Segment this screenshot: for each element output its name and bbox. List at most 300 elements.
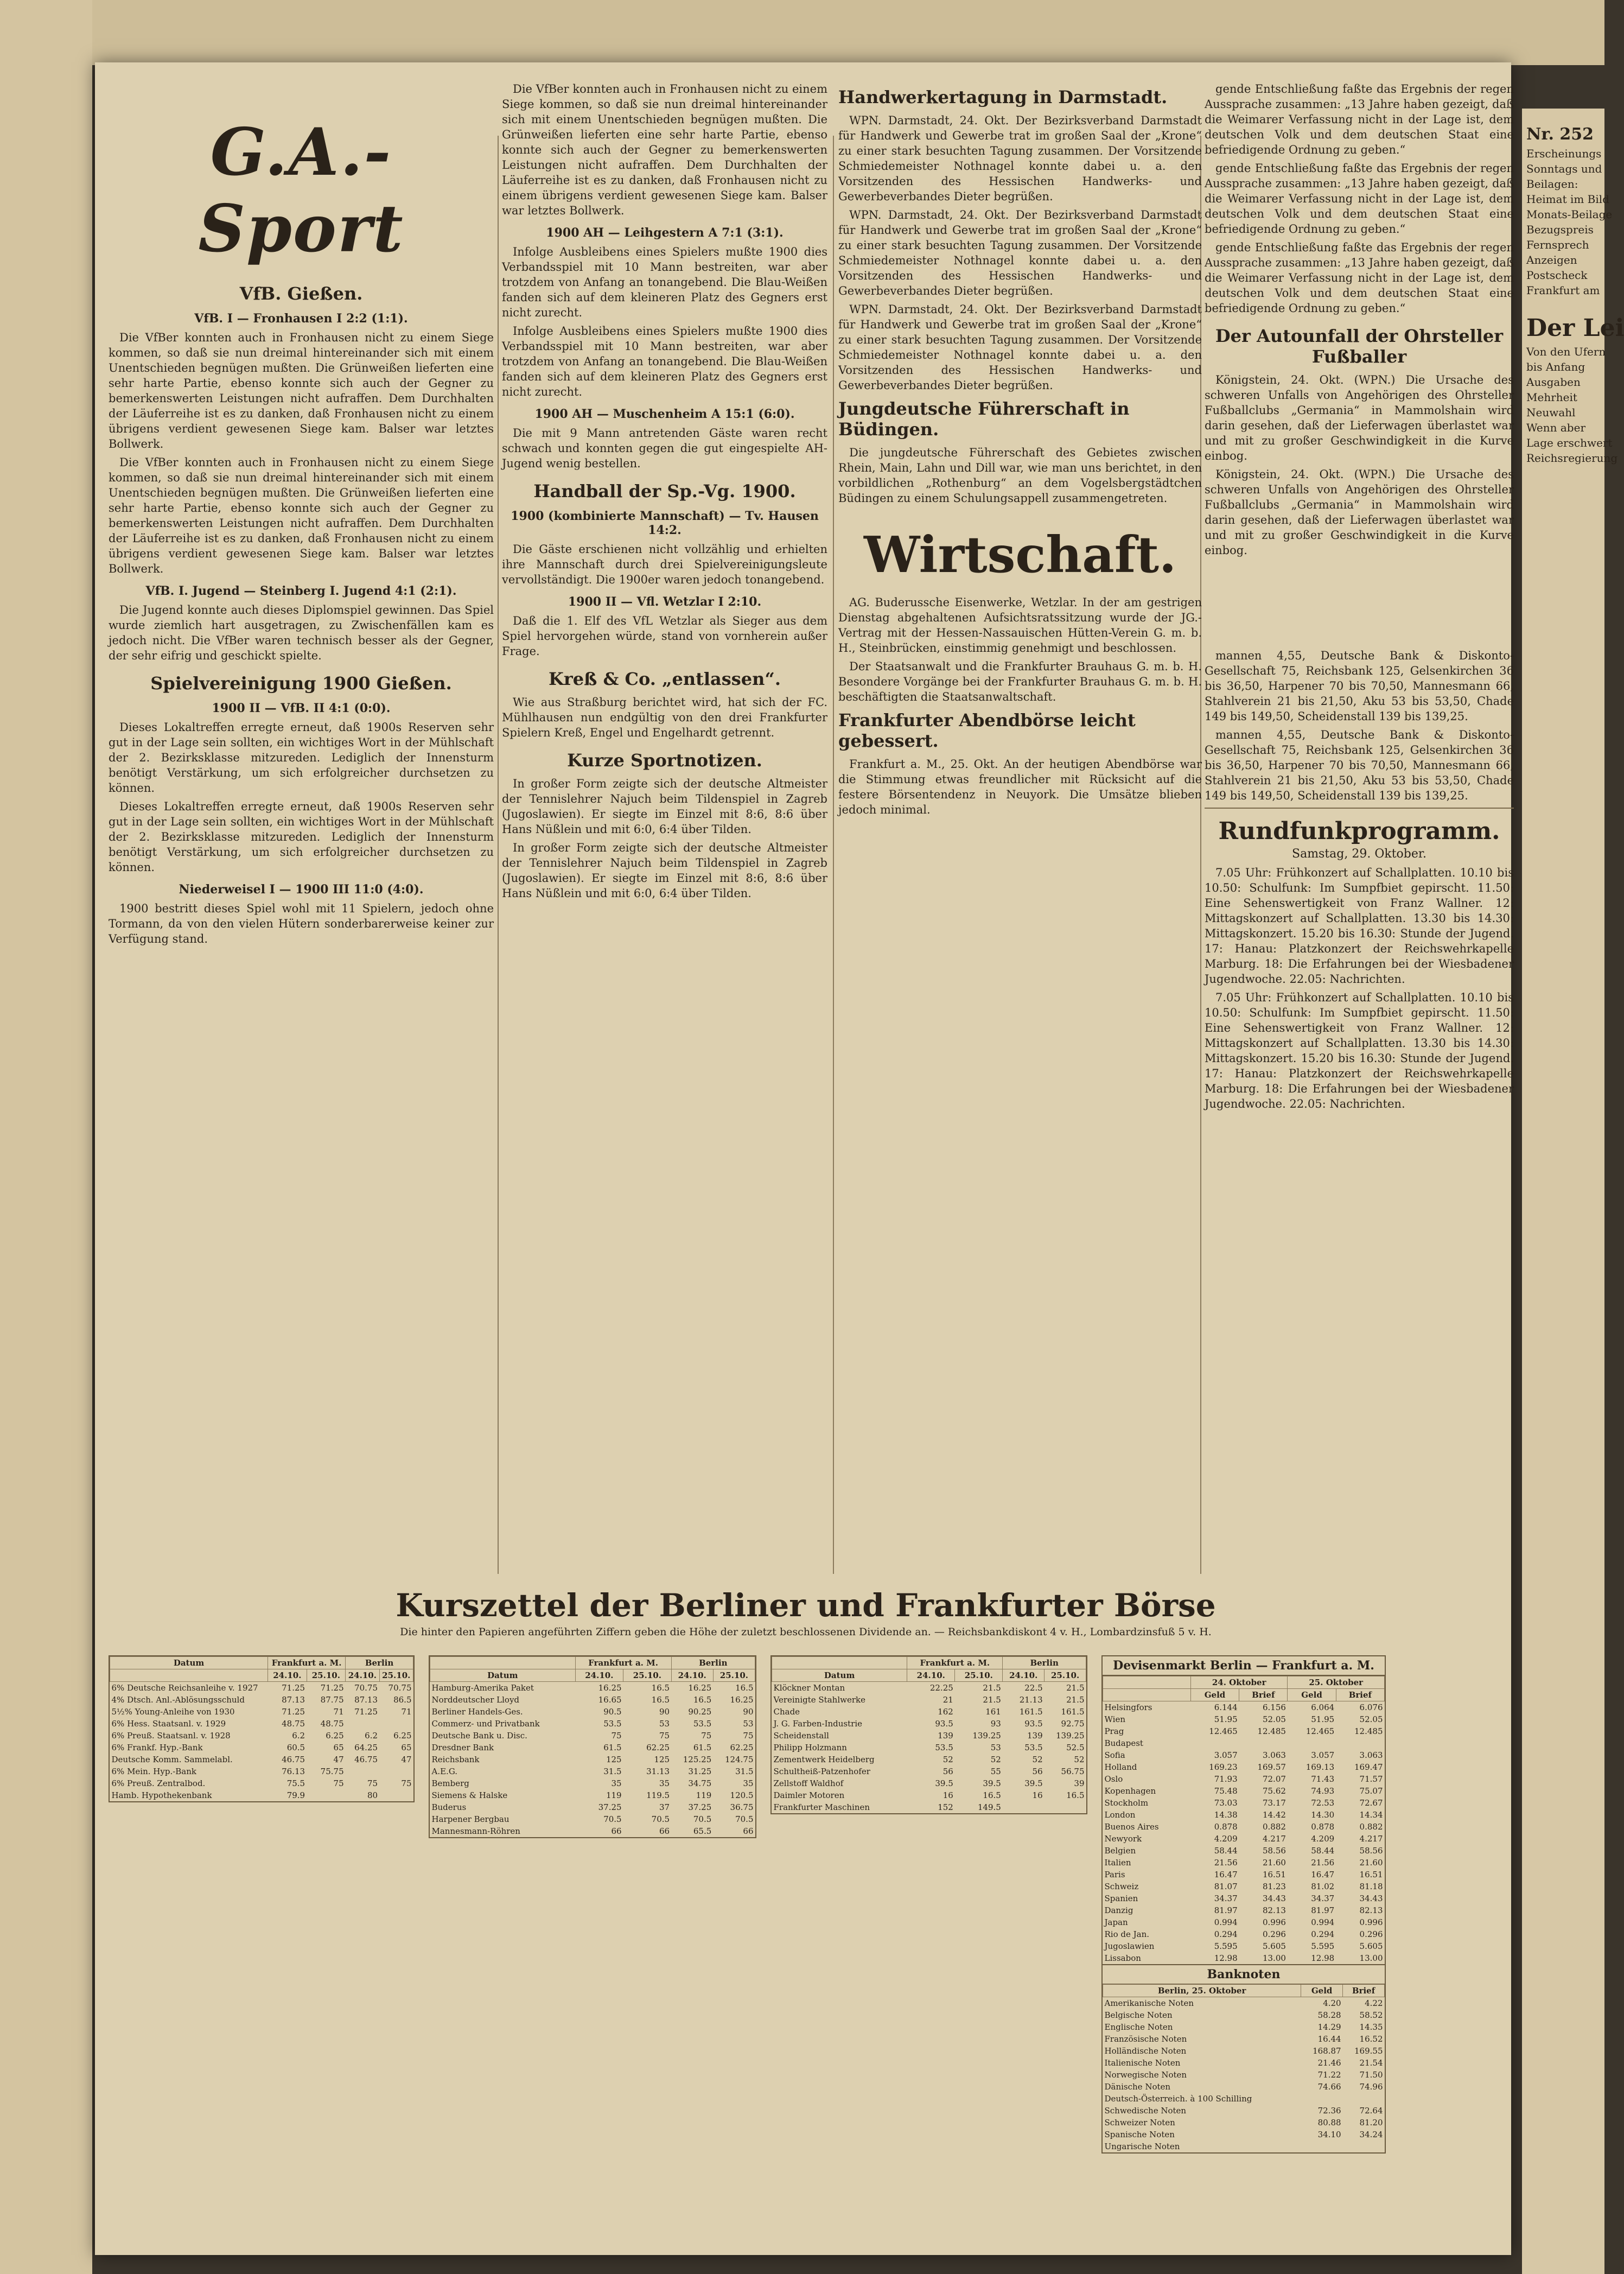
row-value: 0.882 (1359, 1822, 1383, 1832)
row-value: 71.25 (282, 1707, 305, 1717)
row-label: Danzig (1104, 1905, 1133, 1915)
table-row (1103, 1797, 1385, 1809)
row-label: Berliner Handels-Ges. (431, 1707, 523, 1717)
row-value: 58.56 (1359, 1846, 1383, 1856)
row-value: 22.5 (1024, 1683, 1043, 1693)
row-value: 14.34 (1359, 1810, 1383, 1820)
adjacent-page (1522, 109, 1624, 2274)
kress-headline: Kreß & Co. „entlassen“. (549, 669, 781, 689)
table-row (110, 1706, 413, 1718)
row-value: 75.48 (1214, 1786, 1238, 1796)
row-value: 6.25 (326, 1731, 344, 1741)
row-value: 76.13 (282, 1767, 305, 1776)
sportnotizen-article-cont: In großer Form zeigte sich der deutsche Altmeister der Tennislehrer Najuch beim Tildenspiel in Zagreb (Jugoslawien). Er siegte im Einzel mit 8:6, 8:6 über Hans Nüßlein und mit 6:0, 6:4 über Tilden. (502, 841, 827, 900)
row-label: Italien (1104, 1858, 1131, 1868)
table-row (772, 1706, 1086, 1718)
row-value: 71.93 (1214, 1774, 1238, 1784)
row-value: 31.25 (688, 1767, 712, 1776)
row-value: 51.95 (1214, 1714, 1238, 1724)
row-label: Mannesmann-Röhren (431, 1826, 520, 1836)
col-header: Berlin (1003, 1657, 1086, 1669)
row-value: 35 (611, 1778, 622, 1788)
row-value: 52.05 (1359, 1714, 1383, 1724)
row-value: 21.56 (1214, 1858, 1238, 1868)
wirtschaft-headline: Wirtschaft. (863, 525, 1177, 584)
col-sub: Geld (1190, 1689, 1239, 1701)
row-label: Holländische Noten (1104, 2046, 1187, 2056)
row-value: 139 (1027, 1731, 1043, 1741)
jungdeutsche-article: Die jungdeutsche Führerschaft des Gebietes zwischen Rhein, Main, Lahn und Dill war, wie man uns berichtet, in den vorbildlichen „Rothenburg“ an dem Vogelsbergstädtchen Büdingen zu einem Schulungsappell zusammengetreten. (838, 446, 1202, 505)
row-value: 14.35 (1359, 2022, 1383, 2032)
sport-column-1 (109, 81, 494, 950)
kurs-table-2 (429, 1655, 756, 1838)
row-value: 21 (942, 1695, 953, 1705)
row-value: 55 (990, 1767, 1001, 1776)
vfb-article-cont: Die VfBer konnten auch in Fronhausen nicht zu einem Siege kommen, so daß sie nun dreimal hintereinander sich mit einem Unentschieden begnügen mußten. Die Grünweißen lieferten eine sehr harte Partie, ebenso konnte sich auch der Gegner zu bemerkenswerten Leistungen nicht aufraffen. Dem Durchhalten der Läuferreihe ist es zu danken, daß Fronhausen nicht zu einem übrigens verdient gewesenen Siege kam. Balser war letztes Bollwerk. (109, 456, 494, 575)
handwerk-headline: Handwerkertagung in Darmstadt. (838, 87, 1168, 107)
row-value: 16.65 (598, 1695, 622, 1705)
adjacent-line: Von den Ufern (1526, 345, 1606, 358)
row-value: 36.75 (730, 1802, 754, 1812)
row-label: Spanien (1104, 1894, 1138, 1903)
row-value: 75.62 (1262, 1786, 1286, 1796)
row-label: Bemberg (431, 1778, 469, 1788)
row-value (1190, 1737, 1239, 1749)
row-value: 21.5 (983, 1695, 1001, 1705)
row-label: Jugoslawien (1104, 1941, 1155, 1951)
row-label: Buenos Aires (1104, 1822, 1159, 1832)
table-row (1103, 2129, 1385, 2140)
col-header: 25. Oktober (1288, 1676, 1385, 1689)
row-value: 71.25 (354, 1707, 378, 1717)
row-value: 34.37 (1311, 1894, 1335, 1903)
col-date: 24.10. (346, 1669, 379, 1682)
rundfunk-program-cont: 7.05 Uhr: Frühkonzert auf Schallplatten. 10.10 bis 10.50: Schulfunk: Im Sumpfbiet gepirscht. 11.50: Eine Sehenswertigkeit von Franz Wallner. 12: Mittagskonzert auf Schallplatten. 13.30 bis 14.30: Mittagskonzert. 15.20 bis 16.30: Stunde der Jugend. 17: Hanau: Platzkonzert der Reichswehrkapelle Marburg. 18: Die Erfahrungen bei der Wiesbadener Jugendwoche. 22.05: Nachrichten. (1205, 991, 1514, 1110)
rundfunk-headline: Rundfunkprogramm. (1218, 817, 1500, 845)
row-value: 61.5 (603, 1743, 622, 1752)
row-value: 12.485 (1257, 1726, 1286, 1736)
col-header: Datum (110, 1657, 268, 1669)
divider (1205, 808, 1514, 809)
row-value: 6.2 (292, 1731, 305, 1741)
row-value: 53.5 (1024, 1743, 1043, 1752)
news-column-right (1205, 81, 1514, 1115)
entschliessung-article-cont2: gende Entschließung faßte das Ergebnis der regen Aussprache zusammen: „13 Jahre haben gezeigt, daß die Weimarer Verfassung nicht in der Lage ist, dem deutschen Volk und dem deutschen Staat eine befriedigende Ordnung zu geben.“ (1205, 241, 1514, 315)
row-label: Dänische Noten (1104, 2082, 1171, 2092)
col-date: 24.10. (575, 1669, 623, 1682)
adjacent-line: Reichsregierung (1526, 452, 1618, 465)
table-row (110, 1694, 413, 1706)
row-value: 65 (401, 1743, 412, 1752)
col-date: 24.10. (1003, 1669, 1045, 1682)
row-value (1336, 1737, 1384, 1749)
col-date: 24.10. (268, 1669, 307, 1682)
row-value: 0.996 (1262, 1917, 1286, 1927)
table-row (772, 1789, 1086, 1801)
row-value: 53.5 (693, 1719, 712, 1729)
row-label: Kopenhagen (1104, 1786, 1156, 1796)
table-row (1103, 1725, 1385, 1737)
row-value: 16 (942, 1790, 953, 1800)
row-label: Deutsche Komm. Sammelabl. (111, 1755, 233, 1764)
row-value: 12.465 (1209, 1726, 1238, 1736)
table-row (1103, 2117, 1385, 2129)
row-label: Norwegische Noten (1104, 2070, 1187, 2080)
row-value: 16.25 (598, 1683, 622, 1693)
row-value: 0.294 (1214, 1929, 1238, 1939)
row-value: 16.51 (1262, 1870, 1286, 1879)
row-value (1343, 2093, 1385, 2105)
col-header: 24. Oktober (1190, 1676, 1288, 1689)
row-value: 16.51 (1359, 1870, 1383, 1879)
table-row (1103, 1940, 1385, 1952)
col-date: 25.10. (713, 1669, 755, 1682)
handball2-subheadline: 1900 II — Vfl. Wetzlar I 2:10. (568, 595, 762, 609)
vfb-article: Die VfBer konnten auch in Fronhausen nicht zu einem Siege kommen, so daß sie nun dreimal hintereinander sich mit einem Unentschieden begnügen mußten. Die Grünweißen lieferten eine sehr harte Partie, ebenso konnte sich auch der Gegner zu bemerkenswerten Leistungen nicht aufraffen. Dem Durchhalten der Läuferreihe ist es zu danken, daß Fronhausen nicht zu einem übrigens verdient gewesenen Siege kam. Balser war letztes Bollwerk. (109, 331, 494, 450)
niederweisel-article: 1900 bestritt dieses Spiel wohl mit 11 Spielern, jedoch ohne Tormann, da von den vielen Hütern sonderbarerweise keiner zur Verfügung stand. (109, 902, 494, 945)
kurs-table-1 (109, 1655, 415, 1802)
row-label: London (1104, 1810, 1136, 1820)
boerse-subtitle: Die hinter den Papieren angeführten Ziffern geben die Höhe der zuletzt beschlossenen Dividende an. — Reichsbankdiskont 4 v. H., Lombardzinsfuß 5 v. H. (400, 1626, 1212, 1638)
news-column (838, 81, 1202, 821)
row-value: 12.98 (1214, 1953, 1238, 1963)
row-value: 75 (611, 1731, 622, 1741)
table-row (430, 1742, 755, 1754)
row-label: Newyork (1104, 1834, 1142, 1844)
row-value: 37.25 (688, 1802, 712, 1812)
row-value: 47 (333, 1755, 344, 1764)
row-value: 4.209 (1214, 1834, 1238, 1844)
adjacent-line: Fernsprech (1526, 238, 1589, 251)
row-value: 6.064 (1311, 1703, 1335, 1712)
ah2-article: Die mit 9 Mann antretenden Gäste waren recht schwach und konnten gegen die gut eingespielte AH-Jugend wenig bestellen. (502, 427, 827, 470)
row-value: 81.07 (1214, 1882, 1238, 1891)
row-value: 16.44 (1317, 2034, 1341, 2044)
row-value: 161.5 (1019, 1707, 1043, 1717)
adjacent-line: Postscheck (1526, 269, 1588, 282)
vfb-headline: VfB. Gießen. (239, 283, 363, 304)
sv1900-article: Dieses Lokaltreffen erregte erneut, daß 1900s Reserven sehr gut in der Lage sein sollten, ein wichtiges Wort in der Mühlschaft der 2. Bezirksklasse mitzureden. Lediglich der Innensturm benötigt Verstärkung, um sich erfolgreicher durchsetzen zu können. (109, 721, 494, 795)
row-value: 14.30 (1311, 1810, 1335, 1820)
row-value: 75 (333, 1778, 344, 1788)
ah-article: Infolge Ausbleibens eines Spielers mußte 1900 dies Verbandsspiel mit 10 Mann bestreiten, war aber trotzdem von Anfang an tonangebend. Die Blau-Weißen fanden sich auf dem kleineren Platz des Gegners erst nicht zurecht. (502, 245, 827, 319)
row-value: 90 (743, 1707, 754, 1717)
row-value: 124.75 (725, 1755, 754, 1764)
row-value: 169.57 (1257, 1762, 1286, 1772)
row-value: 4.20 (1323, 1998, 1341, 2008)
handball-subheadline: 1900 (kombinierte Mannschaft) — Tv. Hausen 14:2. (511, 509, 819, 537)
table-row (1103, 2093, 1385, 2105)
row-value: 13.00 (1359, 1953, 1383, 1963)
table-row (1103, 1713, 1385, 1725)
row-label: Siemens & Halske (431, 1790, 508, 1800)
row-value: 66 (659, 1826, 670, 1836)
row-value: 21.60 (1359, 1858, 1383, 1868)
row-value: 161 (985, 1707, 1001, 1717)
row-value: 62.25 (730, 1743, 754, 1752)
vfb-subheadline: VfB. I — Fronhausen I 2:2 (1:1). (194, 312, 408, 326)
row-label: 4% Dtsch. Anl.-Ablösungsschuld (111, 1695, 245, 1705)
col-header: Berlin (671, 1657, 755, 1669)
row-value: 14.38 (1214, 1810, 1238, 1820)
ah2-subheadline: 1900 AH — Muschenheim A 15:1 (6:0). (534, 407, 795, 421)
row-value: 61.5 (693, 1743, 712, 1752)
row-value: 72.67 (1359, 1798, 1383, 1808)
adjacent-line: Frankfurt am (1526, 284, 1600, 297)
row-value: 93.5 (935, 1719, 953, 1729)
niederweisel-subheadline: Niederweisel I — 1900 III 11:0 (4:0). (179, 882, 424, 897)
boerse-title: Kurszettel der Berliner und Frankfurter Börse (396, 1587, 1216, 1624)
row-value: 82.13 (1359, 1905, 1383, 1915)
jugend-article: Die Jugend konnte auch dieses Diplomspiel gewinnen. Das Spiel wurde ziemlich hart ausgetragen, zu Zwischenfällen kam es jedoch nicht. Die VfBer waren technisch besser als der Gegner, der sehr eifrig und geschickt spielte. (109, 604, 494, 662)
row-value: 66 (743, 1826, 754, 1836)
table-row (1103, 1857, 1385, 1869)
row-value: 56 (942, 1767, 953, 1776)
row-value: 71 (401, 1707, 412, 1717)
row-value: 52.05 (1262, 1714, 1286, 1724)
row-value: 16.5 (651, 1695, 670, 1705)
row-label: Commerz- und Privatbank (431, 1719, 540, 1729)
row-label: Norddeutscher Lloyd (431, 1695, 520, 1705)
table-row (110, 1765, 413, 1777)
table-row (430, 1789, 755, 1801)
adjacent-line: Ausgaben (1526, 376, 1581, 389)
row-value: 48.75 (320, 1719, 344, 1729)
wirtschaft-article-2: Der Staatsanwalt und die Frankfurter Brauhaus G. m. b. H. Besondere Vorgänge bei der Frankfurter Brauhaus G. m. b. H. beschäftigten die Staatsanwaltschaft. (838, 660, 1202, 703)
col-header: Datum (772, 1669, 907, 1682)
row-label: Ungarische Noten (1104, 2142, 1180, 2151)
row-value: 12.465 (1305, 1726, 1335, 1736)
row-value: 162 (938, 1707, 953, 1717)
row-value: 21.46 (1317, 2058, 1341, 2068)
table-row (772, 1754, 1086, 1765)
row-value: 52 (1032, 1755, 1043, 1764)
row-value (1288, 1737, 1336, 1749)
row-value: 72.53 (1311, 1798, 1335, 1808)
row-value: 169.13 (1305, 1762, 1335, 1772)
row-label: 6% Hess. Staatsanl. v. 1929 (111, 1719, 226, 1729)
col-sub: Brief (1336, 1689, 1384, 1701)
row-value: 3.057 (1214, 1750, 1238, 1760)
row-value: 5.595 (1311, 1941, 1335, 1951)
col-date: 25.10. (379, 1669, 413, 1682)
row-label: 6% Deutsche Reichsanleihe v. 1927 (111, 1683, 258, 1693)
table-row (1103, 2033, 1385, 2045)
row-value: 81.97 (1311, 1905, 1335, 1915)
row-value (379, 1765, 413, 1777)
banknoten-title: Banknoten (1103, 1964, 1385, 1984)
row-value: 81.18 (1359, 1882, 1383, 1891)
table-row (772, 1765, 1086, 1777)
row-label: Hamb. Hypothekenbank (111, 1790, 212, 1800)
row-value: 169.47 (1354, 1762, 1383, 1772)
row-value: 34.43 (1262, 1894, 1286, 1903)
row-label: Schwedische Noten (1104, 2106, 1187, 2116)
row-value: 5.595 (1214, 1941, 1238, 1951)
adjacent-line: Heimat im Bild (1526, 193, 1609, 206)
row-value: 0.294 (1311, 1929, 1335, 1939)
row-value: 169.23 (1209, 1762, 1238, 1772)
row-label: Belgien (1104, 1846, 1136, 1856)
row-value: 75 (401, 1778, 412, 1788)
row-value: 58.56 (1262, 1846, 1286, 1856)
row-value: 74.66 (1317, 2082, 1341, 2092)
entschliessung-article-cont: gende Entschließung faßte das Ergebnis der regen Aussprache zusammen: „13 Jahre haben gezeigt, daß die Weimarer Verfassung nicht in der Lage ist, dem deutschen Volk und dem deutschen Staat eine befriedigende Ordnung zu geben.“ (1205, 162, 1514, 236)
row-value: 21.56 (1311, 1858, 1335, 1868)
adjacent-line: Mehrheit (1526, 391, 1577, 404)
row-value: 75.75 (320, 1767, 344, 1776)
adjacent-line: Monats-Beilage (1526, 208, 1613, 221)
row-value: 51.95 (1311, 1714, 1335, 1724)
row-value: 39 (1074, 1778, 1085, 1788)
table-row (1103, 1881, 1385, 1892)
row-value: 71.22 (1317, 2070, 1341, 2080)
row-value: 14.29 (1317, 2022, 1341, 2032)
row-value: 52 (990, 1755, 1001, 1764)
row-value: 34.37 (1214, 1894, 1238, 1903)
row-value: 0.994 (1214, 1917, 1238, 1927)
rundfunk-date: Samstag, 29. Oktober. (1292, 847, 1426, 861)
table-row (1103, 2045, 1385, 2057)
row-value: 58.44 (1214, 1846, 1238, 1856)
row-value: 70.5 (651, 1814, 670, 1824)
adjacent-line: Beilagen: (1526, 177, 1578, 190)
col-header: Berlin, 25. Oktober (1103, 1985, 1301, 1997)
row-value: 168.87 (1313, 2046, 1341, 2056)
handball-headline: Handball der Sp.-Vg. 1900. (533, 481, 796, 501)
table-row (1103, 2009, 1385, 2021)
table-row (1103, 2069, 1385, 2081)
row-label: Vereinigte Stahlwerke (773, 1695, 865, 1705)
row-value: 62.25 (646, 1743, 670, 1752)
col-header: Frankfurt a. M. (907, 1657, 1003, 1669)
row-value: 52 (942, 1755, 953, 1764)
row-value: 71.57 (1359, 1774, 1383, 1784)
entschliessung-article: gende Entschließung faßte das Ergebnis der regen Aussprache zusammen: „13 Jahre haben gezeigt, daß die Weimarer Verfassung nicht in der Lage ist, dem deutschen Volk und dem deutschen Staat eine befriedigende Ordnung zu geben.“ (1205, 82, 1514, 156)
table-row (772, 1682, 1086, 1694)
row-value: 16.47 (1311, 1870, 1335, 1879)
row-label: Lissabon (1104, 1953, 1141, 1963)
row-value: 82.13 (1262, 1905, 1286, 1915)
col-date: 25.10. (955, 1669, 1003, 1682)
table-row (1103, 1749, 1385, 1761)
table-row (110, 1754, 413, 1765)
row-label: 6% Preuß. Staatsanl. v. 1928 (111, 1731, 231, 1741)
table-row (110, 1730, 413, 1742)
row-label: Rio de Jan. (1104, 1929, 1150, 1939)
row-value: 74.96 (1359, 2082, 1383, 2092)
table-row (772, 1694, 1086, 1706)
row-label: Philipp Holzmann (773, 1743, 847, 1752)
handball2-article: Daß die 1. Elf des VfL Wetzlar als Sieger aus dem Spiel hervorgehen würde, stand von vornherein außer Frage. (502, 614, 827, 658)
row-value: 6.156 (1262, 1703, 1286, 1712)
table-row (1103, 2057, 1385, 2069)
row-label: Zementwerk Heidelberg (773, 1755, 875, 1764)
row-value: 16.47 (1214, 1870, 1238, 1879)
row-value: 52.5 (1066, 1743, 1085, 1752)
row-value: 31.5 (735, 1767, 754, 1776)
table-row (772, 1718, 1086, 1730)
row-value: 16 (1032, 1790, 1043, 1800)
row-value (379, 1789, 413, 1801)
table-row (1103, 1833, 1385, 1845)
autounfall-article: Königstein, 24. Okt. (WPN.) Die Ursache des schweren Unfalls von Angehörigen des Ohrsteller Fußballclubs „Germania“ in Mammolshain wird darin gesehen, daß der Lieferwagen überlastet war und mit zu großer Geschwindigkeit in die Kurve einbog. (1205, 373, 1514, 462)
row-label: Helsingfors (1104, 1703, 1152, 1712)
row-label: J. G. Farben-Industrie (773, 1719, 862, 1729)
row-value: 4.217 (1262, 1834, 1286, 1844)
row-label: Englische Noten (1104, 2022, 1173, 2032)
row-value (1301, 2093, 1343, 2105)
row-value (1045, 1801, 1086, 1813)
row-value: 0.878 (1214, 1822, 1238, 1832)
row-value: 119.5 (646, 1790, 670, 1800)
row-label: Holland (1104, 1762, 1137, 1772)
row-value: 37.25 (598, 1802, 622, 1812)
row-value: 81.23 (1262, 1882, 1286, 1891)
col-header: Frankfurt a. M. (268, 1657, 346, 1669)
vfb-article-tail: Die VfBer konnten auch in Fronhausen nicht zu einem Siege kommen, so daß sie nun dreimal hintereinander sich mit einem Unentschieden begnügen mußten. Die Grünweißen lieferten eine sehr harte Partie, ebenso konnte sich auch der Gegner zu bemerkenswerten Leistungen nicht aufraffen. Dem Durchhalten der Läuferreihe ist es zu danken, daß Fronhausen nicht zu einem übrigens verdient gewesenen Siege kam. Balser war letztes Bollwerk. (502, 82, 827, 217)
row-value: 79.9 (286, 1790, 305, 1800)
handwerk-article: WPN. Darmstadt, 24. Okt. Der Bezirksverband Darmstadt für Handwerk und Gewerbe trat im großen Saal der „Krone“ zu einer stark besuchten Tagung zusammen. Der Vorsitzende Schmiedemeister Nothnagel konnte dabei u. a. den Vorsitzenden des Hessischen Handwerks- und Gewerbeverbandes Dieter begrüßen. (838, 114, 1202, 203)
row-value: 72.07 (1262, 1774, 1286, 1784)
col-sub: Brief (1239, 1689, 1288, 1701)
row-value: 34.10 (1317, 2130, 1341, 2139)
table-row (772, 1777, 1086, 1789)
abendboerse-headline: Frankfurter Abendbörse leicht gebessert. (838, 710, 1136, 751)
row-value: 5.605 (1262, 1941, 1286, 1951)
ah-subheadline: 1900 AH — Leihgestern A 7:1 (3:1). (546, 226, 784, 240)
row-value: 139 (938, 1731, 953, 1741)
row-value (1343, 2140, 1385, 2152)
row-value: 71 (333, 1707, 344, 1717)
table-row (1103, 1869, 1385, 1881)
row-label: Paris (1104, 1870, 1125, 1879)
row-value: 53.5 (935, 1743, 953, 1752)
row-label: 5½% Young-Anleihe von 1930 (111, 1707, 235, 1717)
row-value: 70.5 (693, 1814, 712, 1824)
row-value: 0.296 (1262, 1929, 1286, 1939)
table-row (1103, 1997, 1385, 2010)
row-label: Spanische Noten (1104, 2130, 1175, 2139)
row-value: 21.5 (983, 1683, 1001, 1693)
row-value: 72.64 (1359, 2106, 1383, 2116)
col-sub: Geld (1288, 1689, 1336, 1701)
col-date: 25.10. (623, 1669, 671, 1682)
table-row (1103, 1904, 1385, 1916)
table-row (430, 1682, 755, 1694)
col-header (772, 1657, 907, 1669)
row-value: 75 (701, 1731, 712, 1741)
row-value: 80 (367, 1790, 378, 1800)
devisen-table (1101, 1655, 1386, 2154)
row-value: 21.5 (1066, 1695, 1085, 1705)
row-value: 53 (990, 1743, 1001, 1752)
row-value: 74.93 (1311, 1786, 1335, 1796)
table-row (1103, 1952, 1385, 1964)
table-row (430, 1730, 755, 1742)
row-value: 12.485 (1354, 1726, 1383, 1736)
row-value: 58.28 (1317, 2010, 1341, 2020)
row-value (379, 1718, 413, 1730)
row-value: 60.5 (286, 1743, 305, 1752)
row-value: 53.5 (603, 1719, 622, 1729)
sv1900-headline: Spielvereinigung 1900 Gießen. (150, 673, 452, 694)
row-value: 125 (654, 1755, 670, 1764)
row-value: 149.5 (977, 1802, 1001, 1812)
row-label: 6% Mein. Hyp.-Bank (111, 1767, 197, 1776)
row-value: 75 (367, 1778, 378, 1788)
column-divider (498, 136, 499, 1574)
